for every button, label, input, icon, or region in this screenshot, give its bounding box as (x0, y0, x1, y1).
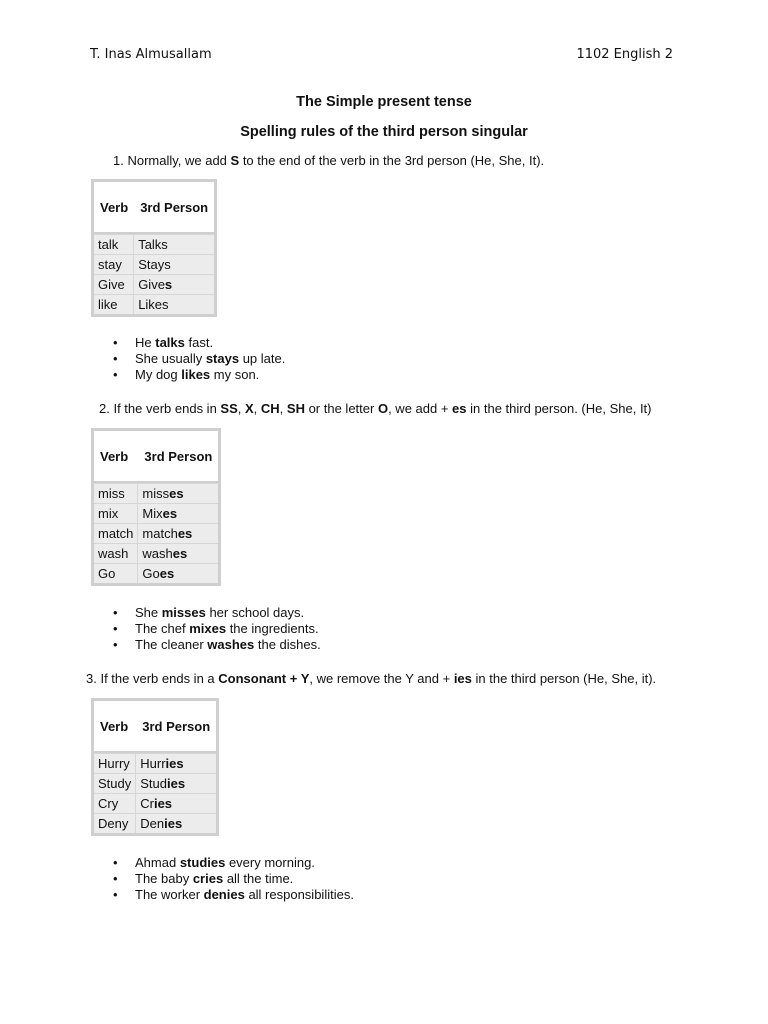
bold-segment: washes (207, 637, 255, 652)
bold-segment: CH (260, 401, 280, 416)
verb-cell (94, 294, 134, 314)
text-segment: Talks (138, 237, 168, 252)
bold-segment: O (377, 401, 389, 416)
third-person-cell (138, 523, 218, 543)
third-person-cell (138, 503, 218, 523)
text-segment: Deny (98, 816, 129, 831)
verb-cell (94, 543, 138, 563)
table-row (94, 773, 216, 793)
text-segment: , (279, 401, 287, 416)
text-segment: She usually (135, 351, 206, 366)
verb-cell (94, 483, 138, 503)
verb-cell (94, 563, 138, 583)
list-item (113, 367, 285, 383)
text-segment: The cleaner (135, 637, 208, 652)
text-segment: talk (98, 237, 119, 252)
bold-segment: es (177, 526, 193, 541)
table-header-row (94, 701, 216, 753)
text-segment: 2. If the verb ends in (99, 401, 221, 416)
bold-segment: stays (205, 351, 240, 366)
table-row (94, 793, 216, 813)
third-person-cell (138, 543, 218, 563)
third-person-cell (134, 254, 214, 274)
verb-cell (94, 793, 136, 813)
header-verb: Verb (94, 701, 136, 753)
text-segment: miss (142, 486, 170, 501)
third-person-cell (134, 234, 214, 254)
verb-cell (94, 234, 134, 254)
verb-table-2 (91, 428, 221, 586)
text-segment: 3. If the verb ends in a (86, 671, 219, 686)
text-segment: the ingredients. (226, 621, 319, 636)
bold-segment: SS (220, 401, 238, 416)
verb-cell (94, 274, 134, 294)
table-row (94, 234, 214, 254)
page-title: The Simple present tense (296, 94, 472, 110)
bold-segment: ies (167, 776, 186, 791)
table-row (94, 503, 218, 523)
bold-segment: ies (153, 796, 173, 811)
bold-segment: es (169, 486, 184, 501)
header-verb: Verb (94, 182, 134, 234)
course-code: 1102 English 2 (576, 47, 673, 62)
header-verb: Verb (94, 431, 138, 483)
verb-cell (94, 813, 136, 833)
text-segment: The worker (135, 887, 204, 902)
text-segment: Stud (140, 776, 167, 791)
rule-1-text (113, 153, 544, 168)
verb-cell (94, 753, 136, 773)
examples-list-3 (113, 855, 354, 903)
text-segment: Ahmad (135, 855, 180, 870)
text-segment: miss (98, 486, 125, 501)
third-person-cell (134, 274, 214, 294)
table-row (94, 523, 218, 543)
bold-segment: es (172, 546, 188, 561)
text-segment: wash (98, 546, 129, 561)
table-row (94, 543, 218, 563)
third-person-cell (136, 793, 216, 813)
bold-segment: es (162, 506, 178, 521)
verb-cell (94, 773, 136, 793)
list-item (113, 605, 321, 621)
text-segment: in the third person. (He, She, It) (466, 401, 652, 416)
table-row (94, 483, 218, 503)
text-segment: match (98, 526, 134, 541)
text-segment: the dishes. (254, 637, 321, 652)
text-segment: 1. Normally, we add (113, 153, 231, 168)
table-header-row (94, 182, 214, 234)
text-segment: Cr (140, 796, 154, 811)
bold-segment: S (230, 153, 240, 168)
third-person-cell (138, 563, 218, 583)
text-segment: mix (98, 506, 119, 521)
text-segment: Den (140, 816, 165, 831)
header-third-person: 3rd Person (136, 701, 216, 753)
bold-segment: ies (164, 816, 183, 831)
text-segment: He (135, 335, 156, 350)
text-segment: her school days. (205, 605, 305, 620)
text-segment: The chef (135, 621, 190, 636)
table-row (94, 563, 218, 583)
bold-segment: mixes (189, 621, 227, 636)
table-row (94, 294, 214, 314)
text-segment: Give (98, 277, 125, 292)
text-segment: Go (142, 566, 160, 581)
third-person-cell (134, 294, 214, 314)
verb-cell (94, 254, 134, 274)
bold-segment: SH (286, 401, 305, 416)
bold-segment: talks (155, 335, 185, 350)
text-segment: , (253, 401, 261, 416)
list-item (113, 351, 285, 367)
verb-cell (94, 503, 138, 523)
third-person-cell (136, 753, 216, 773)
list-item (113, 621, 321, 637)
bold-segment: ies (453, 671, 472, 686)
examples-list-1 (113, 335, 285, 383)
text-segment: like (98, 297, 118, 312)
bold-segment: s (164, 277, 173, 292)
list-item (113, 855, 354, 871)
list-item (113, 887, 354, 903)
text-segment: wash (142, 546, 173, 561)
bold-segment: cries (192, 871, 224, 886)
table-header-row (94, 431, 218, 483)
rule-3-text (86, 671, 656, 686)
text-segment: She (135, 605, 162, 620)
third-person-cell (136, 773, 216, 793)
text-segment: Go (98, 566, 116, 581)
table-row (94, 753, 216, 773)
bold-segment: Consonant + Y (218, 671, 310, 686)
text-segment: Give (138, 277, 165, 292)
text-segment: Stays (138, 257, 171, 272)
bold-segment: likes (181, 367, 211, 382)
text-segment: my son. (210, 367, 260, 382)
text-segment: up late. (239, 351, 286, 366)
text-segment: match (142, 526, 178, 541)
table-row (94, 274, 214, 294)
text-segment: Mix (142, 506, 163, 521)
author-name: T. Inas Almusallam (90, 47, 212, 62)
text-segment: , we remove the Y and + (309, 671, 454, 686)
header-third-person: 3rd Person (134, 182, 214, 234)
text-segment: , (237, 401, 245, 416)
third-person-cell (136, 813, 216, 833)
bold-segment: denies (203, 887, 245, 902)
bold-segment: ies (165, 756, 184, 771)
text-segment: Cry (98, 796, 119, 811)
table-row (94, 813, 216, 833)
verb-cell (94, 523, 138, 543)
bold-segment: misses (161, 605, 206, 620)
text-segment: in the third person (He, She, it). (471, 671, 657, 686)
text-segment: all responsibilities. (244, 887, 354, 902)
list-item (113, 637, 321, 653)
text-segment: Hurr (140, 756, 166, 771)
text-segment: Likes (138, 297, 169, 312)
rule-2-text (99, 401, 652, 416)
verb-table-3 (91, 698, 219, 836)
bold-segment: studies (179, 855, 226, 870)
table-row (94, 254, 214, 274)
list-item (113, 335, 285, 351)
text-segment: My dog (135, 367, 182, 382)
examples-list-2 (113, 605, 321, 653)
text-segment: to the end of the verb in the 3rd person (He, She, It). (239, 153, 545, 168)
text-segment: Hurry (98, 756, 130, 771)
verb-table-1 (91, 179, 217, 317)
text-segment: The baby (135, 871, 193, 886)
text-segment: fast. (184, 335, 214, 350)
bold-segment: es (452, 401, 467, 416)
text-segment: or the letter (304, 401, 378, 416)
text-segment: all the time. (223, 871, 294, 886)
text-segment: Study (98, 776, 132, 791)
header-third-person: 3rd Person (138, 431, 218, 483)
text-segment: stay (98, 257, 122, 272)
list-item (113, 871, 354, 887)
bold-segment: es (159, 566, 175, 581)
bold-segment: X (244, 401, 254, 416)
text-segment: every morning. (225, 855, 315, 870)
page-subtitle: Spelling rules of the third person singular (240, 124, 528, 140)
text-segment: , we add + (388, 401, 453, 416)
third-person-cell (138, 483, 218, 503)
